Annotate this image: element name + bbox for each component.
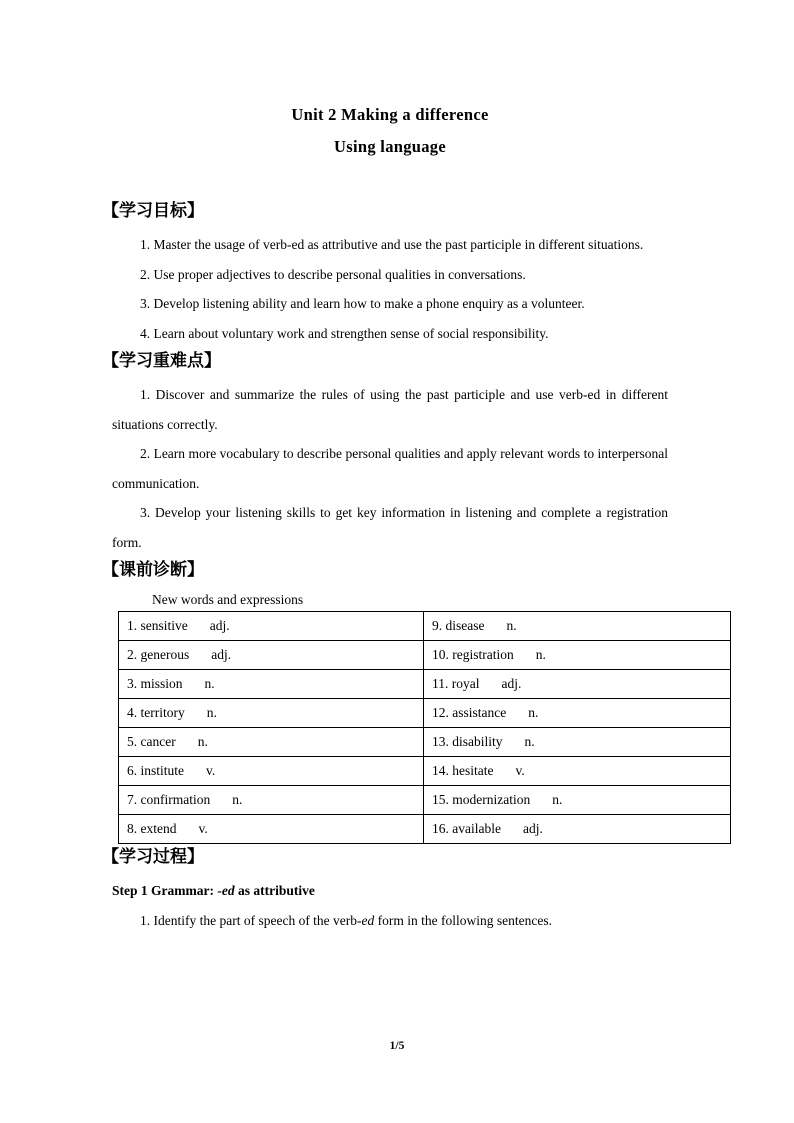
vocab-number: 11. bbox=[432, 676, 449, 691]
vocabulary-table-body bbox=[119, 612, 731, 844]
vocab-cell-right bbox=[424, 670, 731, 699]
vocab-cell-right bbox=[424, 699, 731, 728]
vocab-word: disease bbox=[445, 618, 485, 633]
step-1-suffix: as attributive bbox=[237, 883, 315, 898]
task-emphasis: ed bbox=[361, 913, 375, 928]
key-difficulty-item-3: 3. Develop your listening skills to get key information in listening and complete a registration form. bbox=[112, 505, 668, 550]
table-row bbox=[119, 728, 731, 757]
vocab-number: 1. bbox=[127, 618, 138, 633]
key-difficulty-item-1: 1. Discover and summarize the rules of using the past participle and use verb-ed in different situations correctly. bbox=[112, 387, 668, 432]
vocab-number: 2. bbox=[127, 647, 138, 662]
vocab-word: confirmation bbox=[140, 792, 211, 807]
vocab-pos: n. bbox=[552, 792, 563, 807]
vocab-cell-left bbox=[119, 641, 424, 670]
table-row bbox=[119, 786, 731, 815]
vocab-number: 10. bbox=[432, 647, 449, 662]
vocab-cell-left bbox=[119, 815, 424, 844]
vocab-cell-left bbox=[119, 612, 424, 641]
table-row bbox=[119, 815, 731, 844]
step-1-heading bbox=[112, 876, 668, 906]
vocab-word: territory bbox=[140, 705, 185, 720]
key-difficulty-item-2: 2. Learn more vocabulary to describe personal qualities and apply relevant words to interpersonal communication. bbox=[112, 446, 668, 491]
task-text-part-1: 1. Identify the part of speech of the verb- bbox=[140, 913, 362, 928]
vocab-number: 16. bbox=[432, 821, 449, 836]
table-row bbox=[119, 670, 731, 699]
vocab-word: modernization bbox=[452, 792, 531, 807]
vocab-word: assistance bbox=[452, 705, 507, 720]
vocab-pos: n. bbox=[197, 734, 208, 749]
vocab-pos: adj. bbox=[501, 676, 522, 691]
table-row bbox=[119, 641, 731, 670]
vocab-cell-left bbox=[119, 757, 424, 786]
vocab-cell-left bbox=[119, 670, 424, 699]
table-row bbox=[119, 757, 731, 786]
vocab-number: 8. bbox=[127, 821, 138, 836]
vocab-number: 9. bbox=[432, 618, 443, 633]
vocab-number: 15. bbox=[432, 792, 449, 807]
vocab-pos: n. bbox=[528, 705, 539, 720]
step-1-task-1 bbox=[112, 906, 668, 936]
vocabulary-table-caption: New words and expressions bbox=[152, 592, 304, 607]
objective-item-3: 3. Develop listening ability and learn how to make a phone enquiry as a volunteer. bbox=[140, 296, 585, 311]
vocab-pos: v. bbox=[206, 763, 216, 778]
vocab-cell-right bbox=[424, 612, 731, 641]
vocab-pos: n. bbox=[535, 647, 546, 662]
vocab-number: 12. bbox=[432, 705, 449, 720]
vocab-cell-left bbox=[119, 728, 424, 757]
vocab-pos: v. bbox=[198, 821, 208, 836]
table-row bbox=[119, 699, 731, 728]
title-line-subtitle: Using language bbox=[334, 137, 446, 156]
objective-item-1: 1. Master the usage of verb-ed as attributive and use the past participle in different situations. bbox=[140, 237, 644, 252]
vocab-word: institute bbox=[140, 763, 184, 778]
vocab-word: royal bbox=[451, 676, 480, 691]
vocab-word: sensitive bbox=[140, 618, 188, 633]
vocab-word: hesitate bbox=[452, 763, 494, 778]
vocab-pos: n. bbox=[524, 734, 535, 749]
section-heading-objectives: 【学习目标】 bbox=[102, 201, 204, 221]
vocab-number: 7. bbox=[127, 792, 138, 807]
task-text-part-2: form in the following sentences. bbox=[374, 913, 553, 928]
vocab-word: generous bbox=[140, 647, 190, 662]
objective-item-2: 2. Use proper adjectives to describe personal qualities in conversations. bbox=[140, 266, 526, 282]
vocab-number: 5. bbox=[127, 734, 138, 749]
vocab-pos: v. bbox=[515, 763, 525, 778]
vocab-cell-right bbox=[424, 757, 731, 786]
vocab-pos: adj. bbox=[209, 618, 230, 633]
section-heading-key-difficulties: 【学习重难点】 bbox=[102, 351, 221, 371]
vocab-pos: adj. bbox=[211, 647, 232, 662]
vocab-number: 4. bbox=[127, 705, 138, 720]
vocab-word: registration bbox=[452, 647, 514, 662]
vocab-word: cancer bbox=[140, 734, 176, 749]
table-row bbox=[119, 612, 731, 641]
vocab-number: 13. bbox=[432, 734, 449, 749]
vocab-cell-left bbox=[119, 786, 424, 815]
section-heading-pre-class-diagnosis: 【课前诊断】 bbox=[102, 560, 204, 580]
page-footer bbox=[0, 1040, 794, 1052]
vocab-pos: n. bbox=[232, 792, 243, 807]
page-title bbox=[112, 100, 668, 162]
vocab-pos: n. bbox=[204, 676, 215, 691]
vocab-cell-right bbox=[424, 728, 731, 757]
title-line-unit: Unit 2 Making a difference bbox=[291, 105, 489, 124]
section-heading-learning-process: 【学习过程】 bbox=[102, 847, 204, 867]
vocab-number: 3. bbox=[127, 676, 138, 691]
vocab-cell-right bbox=[424, 815, 731, 844]
spacer bbox=[112, 174, 668, 186]
vocab-pos: adj. bbox=[522, 821, 543, 836]
spacer bbox=[112, 186, 668, 198]
vocabulary-table bbox=[118, 611, 731, 844]
vocab-pos: n. bbox=[506, 618, 517, 633]
page-content bbox=[102, 0, 668, 936]
vocab-number: 6. bbox=[127, 763, 138, 778]
spacer bbox=[112, 162, 668, 174]
vocab-word: disability bbox=[452, 734, 503, 749]
vocab-cell-left bbox=[119, 699, 424, 728]
page-number: 1/5 bbox=[389, 1040, 405, 1052]
vocab-pos: n. bbox=[206, 705, 217, 720]
vocab-word: available bbox=[452, 821, 501, 836]
vocab-word: mission bbox=[140, 676, 183, 691]
objective-item-4: 4. Learn about voluntary work and strengthen sense of social responsibility. bbox=[140, 325, 549, 341]
step-1-emphasis: -ed bbox=[217, 883, 235, 898]
step-1-prefix: Step 1 Grammar: bbox=[112, 883, 214, 898]
vocab-word: extend bbox=[140, 821, 177, 836]
vocab-number: 14. bbox=[432, 763, 449, 778]
vocab-cell-right bbox=[424, 786, 731, 815]
vocab-cell-right bbox=[424, 641, 731, 670]
